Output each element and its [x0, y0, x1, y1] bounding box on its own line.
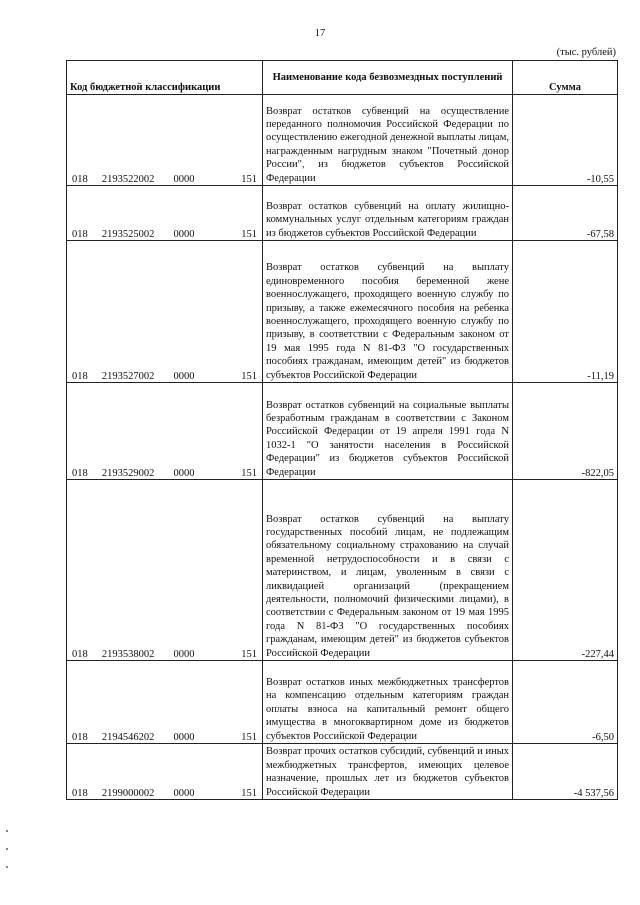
code-cell [67, 186, 263, 241]
scan-mark [6, 830, 8, 832]
budget-code: 2193538002 [101, 649, 155, 660]
table-row [67, 480, 618, 661]
code-cell [67, 744, 263, 800]
program-code: 0000 [173, 229, 195, 240]
row-sum: -67,58 [513, 186, 618, 241]
units-label: (тыс. рублей) [556, 47, 616, 58]
admin-code: 018 [72, 732, 88, 743]
page-number: 17 [314, 28, 326, 39]
code-cell [67, 383, 263, 480]
admin-code: 018 [72, 174, 88, 185]
budget-code: 2199000002 [101, 788, 155, 799]
row-sum: -822,05 [513, 383, 618, 480]
table-row [67, 241, 618, 383]
admin-code: 018 [72, 649, 88, 660]
kosgu-code: 151 [241, 732, 257, 743]
code-cell [67, 241, 263, 383]
row-name: Возврат остатков субвенций на оплату жилищно-коммунальных услуг отдельным категориям граждан из бюджетов субъектов Российской Федерации [263, 186, 513, 241]
table-row [67, 383, 618, 480]
kosgu-code: 151 [241, 468, 257, 479]
budget-code: 2193527002 [101, 371, 155, 382]
row-name: Возврат остатков субвенций на осуществление переданного полномочия Российской Федерации по осуществлению ежегодной денежной выплаты лицам, награжденным нагрудным знаком "Почетный донор России", из бюджетов субъектов Российской Федерации [263, 95, 513, 186]
row-name: Возврат остатков иных межбюджетных трансфертов на компенсацию отдельным категориям граждан оплаты взноса на капитальный ремонт общего имущества в многоквартирном доме из бюджетов субъектов Российской Федерации [263, 661, 513, 744]
row-name: Возврат прочих остатков субсидий, субвенций и иных межбюджетных трансфертов, имеющих целевое назначение, прошлых лет из бюджетов субъектов Российской Федерации [263, 744, 513, 800]
program-code: 0000 [173, 732, 195, 743]
table-row [67, 186, 618, 241]
admin-code: 018 [72, 468, 88, 479]
kosgu-code: 151 [241, 229, 257, 240]
budget-table [66, 60, 618, 800]
row-name: Возврат остатков субвенций на социальные выплаты безработным гражданам в соответствии с Законом Российской Федерации от 19 апреля 1991 года N 1032-1 "О занятости населения в Российской Федерации" из бюджетов субъектов Российской Федерации [263, 383, 513, 480]
code-cell [67, 480, 263, 661]
admin-code: 018 [72, 788, 88, 799]
code-cell [67, 95, 263, 186]
kosgu-code: 151 [241, 371, 257, 382]
kosgu-code: 151 [241, 174, 257, 185]
budget-code: 2194546202 [101, 732, 155, 743]
row-name: Возврат остатков субвенций на выплату государственных пособий лицам, не подлежащим обязательному социальному страхованию на случай временной нетрудоспособности и в связи с материнством, и лицам, уволенным в связи с ликвидацией организаций (прекращением деятельности, полномочий физическими лицами), в соответствии с Федеральным законом от 19 мая 1995 года N 81-ФЗ "О государственных пособиях гражданам, имеющим детей" из бюджетов субъектов Российской Федерации [263, 480, 513, 661]
scan-mark [6, 848, 8, 850]
row-sum: -6,50 [513, 661, 618, 744]
header-code: Код бюджетной классификации [67, 61, 263, 95]
program-code: 0000 [173, 649, 195, 660]
program-code: 0000 [173, 371, 195, 382]
kosgu-code: 151 [241, 649, 257, 660]
row-sum: -10,55 [513, 95, 618, 186]
admin-code: 018 [72, 229, 88, 240]
program-code: 0000 [173, 174, 195, 185]
table-row [67, 95, 618, 186]
admin-code: 018 [72, 371, 88, 382]
row-sum: -227,44 [513, 480, 618, 661]
table-row [67, 744, 618, 800]
row-sum: -4 537,56 [513, 744, 618, 800]
budget-code: 2193525002 [101, 229, 155, 240]
table-row [67, 661, 618, 744]
header-sum: Сумма [513, 61, 618, 95]
program-code: 0000 [173, 788, 195, 799]
scan-mark [6, 866, 8, 868]
row-name: Возврат остатков субвенций на выплату единовременного пособия беременной жене военнослужащего, проходящего военную службу по призыву, а также ежемесячного пособия на ребенка военнослужащего, проходящего военную службу по призыву, в соответствии с Федеральным законом от 19 мая 1995 года N 81-ФЗ "О государственных пособиях гражданам, имеющим детей" из бюджетов субъектов Российской Федерации [263, 241, 513, 383]
program-code: 0000 [173, 468, 195, 479]
kosgu-code: 151 [241, 788, 257, 799]
code-cell [67, 661, 263, 744]
row-sum: -11,19 [513, 241, 618, 383]
header-name: Наименование кода безвозмездных поступлений [263, 61, 513, 95]
budget-code: 2193522002 [101, 174, 155, 185]
budget-code: 2193529002 [101, 468, 155, 479]
